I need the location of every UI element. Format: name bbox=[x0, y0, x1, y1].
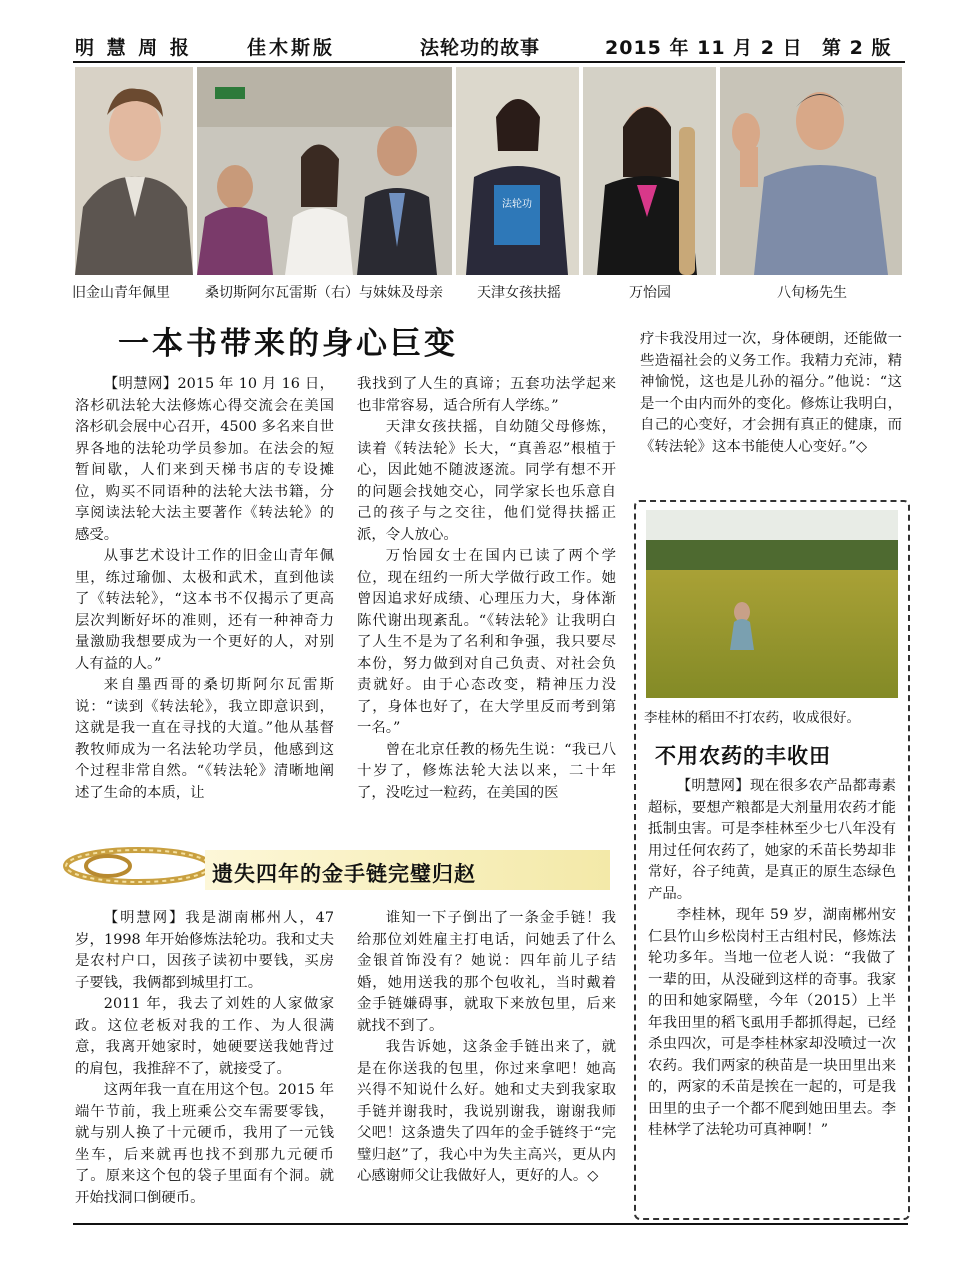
photo-rice-field bbox=[646, 510, 898, 698]
paragraph: 我告诉她，这条金手链出来了，就是在你送我的包里，你过来拿吧！她高兴得不知说什么好。她和丈夫到我家取手链并谢我时，我说别谢我，谢谢我师父吧！这条遗失了四年的金手链终于“完璧归赵”了，我心中为失主高兴，更从内心感谢师父让我做好人，更好的人。◇ bbox=[357, 1039, 616, 1184]
photo-wan-yiyuan bbox=[583, 67, 716, 275]
footer-rule bbox=[73, 1223, 908, 1225]
article2-column-2 bbox=[357, 908, 616, 1188]
article2-title: 遗失四年的金手链完璧归赵 bbox=[212, 862, 476, 886]
paragraph: 我找到了人生的真谛；五套功法学起来也非常容易，适合所有人学练。” bbox=[357, 376, 616, 414]
article2-column-1 bbox=[75, 908, 334, 1209]
photo-fuyao bbox=[456, 67, 579, 275]
article1-column-1 bbox=[75, 374, 334, 804]
book-label: 法轮功 bbox=[502, 199, 532, 210]
article1-column-2 bbox=[357, 374, 616, 804]
caption-wan-yiyuan: 万怡园 bbox=[629, 285, 671, 301]
caption-mr-yang: 八旬杨先生 bbox=[777, 285, 847, 301]
paragraph: 天津女孩扶摇，自幼随父母修炼，读着《转法轮》长大，“真善忍”根植于心，因此她不随波逐流。同学有想不开的问题会找她交心，同学家长也乐意自己的孩子与之交往，他们觉得扶摇正派，令人放心。 bbox=[357, 419, 616, 543]
paragraph: 【明慧网】现在很多农产品都毒素超标，要想产粮都是大剂量用农药才能抵制虫害。可是李桂林至少七八年没有用过任何农药了，她家的禾苗长势却非常好，谷子纯黄，是真正的原生态绿色产品。 bbox=[648, 778, 896, 902]
article1-title: 一本书带来的身心巨变 bbox=[118, 326, 458, 362]
paragraph: 万怡园女士在国内已读了两个学位，现在纽约一所大学做行政工作。她曾因追求好成绩、心理压力大，身体渐陈代谢出现紊乱。“《转法轮》让我明白了人生不是为了名利和争强，我只要尽本份，努力做到对自己负责、对社会负责就好。由于心态改变，精神压力没了，身体也好了，在大学里反而考到第一名。” bbox=[357, 548, 616, 736]
gold-bracelet-image bbox=[58, 838, 218, 894]
paragraph: 来自墨西哥的桑切斯阿尔瓦雷斯说：“读到《转法轮》，我立即意识到，这就是我一直在寻找的大道。”他从基督教牧师成为一名法轮功学员，他感到这个过程非常自然。“《转法轮》清晰地阐述了生命的本质，让 bbox=[75, 677, 334, 801]
article3-title: 不用农药的丰收田 bbox=[655, 744, 831, 768]
paragraph: 这两年我一直在用这个包。2015 年端午节前，我上班乘公交车需要零钱，就与别人换了十元硬币，我用了一元钱坐车，后来就再也找不到那九元硬币了。原来这个包的袋子里面有个洞。就开始找洞口倒硬币。 bbox=[75, 1082, 334, 1206]
paragraph: 疗卡我没用过一次，身体硬朗，还能做一些造福社会的义务工作。我精力充沛，精神愉悦，这也是儿孙的福分。”他说：“这是一个由内而外的变化。修炼让我明白，自己的心变好，才会拥有真正的健康，而《转法轮》这本书能使人心变好。”◇ bbox=[640, 331, 902, 455]
paragraph: 谁知一下子倒出了一条金手链！我给那位刘姓雇主打电话，问她丢了什么金银首饰没有？她说：四年前儿子结婚，她用送我的那个包收礼，当时戴着金手链嫌碍事，就取下来放包里，后来就找不到了。 bbox=[357, 910, 616, 1034]
issue-date: 2015 年 11 月 2 日 bbox=[605, 37, 803, 59]
paragraph: 从事艺术设计工作的旧金山青年佩里，练过瑜伽、太极和武术，直到他读了《转法轮》，“这本书不仅揭示了更高层次判断好坏的准则，还有一种神奇力量激励我想要成为一个更好的人，对别人有益的人。” bbox=[75, 548, 334, 672]
article1-column-3 bbox=[640, 329, 902, 458]
paragraph: 曾在北京任教的杨先生说：“我已八十岁了，修炼法轮大法以来，二十年了，没吃过一粒药，在美国的医 bbox=[357, 741, 616, 801]
caption-perry: 旧金山青年佩里 bbox=[72, 285, 170, 301]
photo-mr-yang bbox=[720, 67, 902, 275]
masthead: 明 慧 周 报 bbox=[75, 37, 192, 59]
paragraph: 2011 年，我去了刘姓的人家做家政。这位老板对我的工作、为人很满意，我离开她家时，她硬要送我她背过的肩包，我推辞不了，就接受了。 bbox=[75, 996, 334, 1077]
photo-sanchez-family bbox=[197, 67, 452, 275]
paragraph: 【明慧网】2015 年 10 月 16 日，洛杉矶法轮大法修炼心得交流会在美国洛杉矶会展中心召开，4500 多名来自世界各地的法轮功学员参加。在法会的短暂间歇，人们来到天梯书店的专设摊位，购买不同语种的法轮大法书籍，分享阅读法轮大法主要著作《转法轮》的感受。 bbox=[75, 376, 334, 543]
rice-field-caption: 李桂林的稻田不打农药，收成很好。 bbox=[644, 710, 860, 726]
edition-name: 佳木斯版 bbox=[247, 37, 336, 59]
header-rule bbox=[73, 61, 905, 63]
photo-perry bbox=[75, 67, 193, 275]
caption-fuyao: 天津女孩扶摇 bbox=[477, 285, 561, 301]
paragraph: 【明慧网】我是湖南郴州人，47 岁，1998 年开始修炼法轮功。我和丈夫是农村户口，因孩子读初中要钱，买房子要钱，我俩都到城里打工。 bbox=[75, 910, 334, 991]
article3-text bbox=[648, 776, 896, 1142]
section-name: 法轮功的故事 bbox=[420, 37, 541, 59]
caption-sanchez: 桑切斯阿尔瓦雷斯（右）与妹妹及母亲 bbox=[205, 285, 443, 301]
page-number: 第 2 版 bbox=[822, 37, 892, 59]
paragraph: 李桂林，现年 59 岁，湖南郴州安仁县竹山乡松岗村王古组村民，修炼法轮功多年。当地一位老人说：“我做了一辈的田，从没碰到这样的奇事。我家的田和她家隔壁，今年（2015）上半年我田里的稻飞虱用手都抓得起，已经杀虫四次，可是李桂林家却没喷过一次农药。我们两家的秧苗是一块田里出来的，两家的禾苗是挨在一起的，可是我田里的虫子一个都不爬到她田里去。李桂林学了法轮功可真神啊！” bbox=[648, 907, 896, 1138]
